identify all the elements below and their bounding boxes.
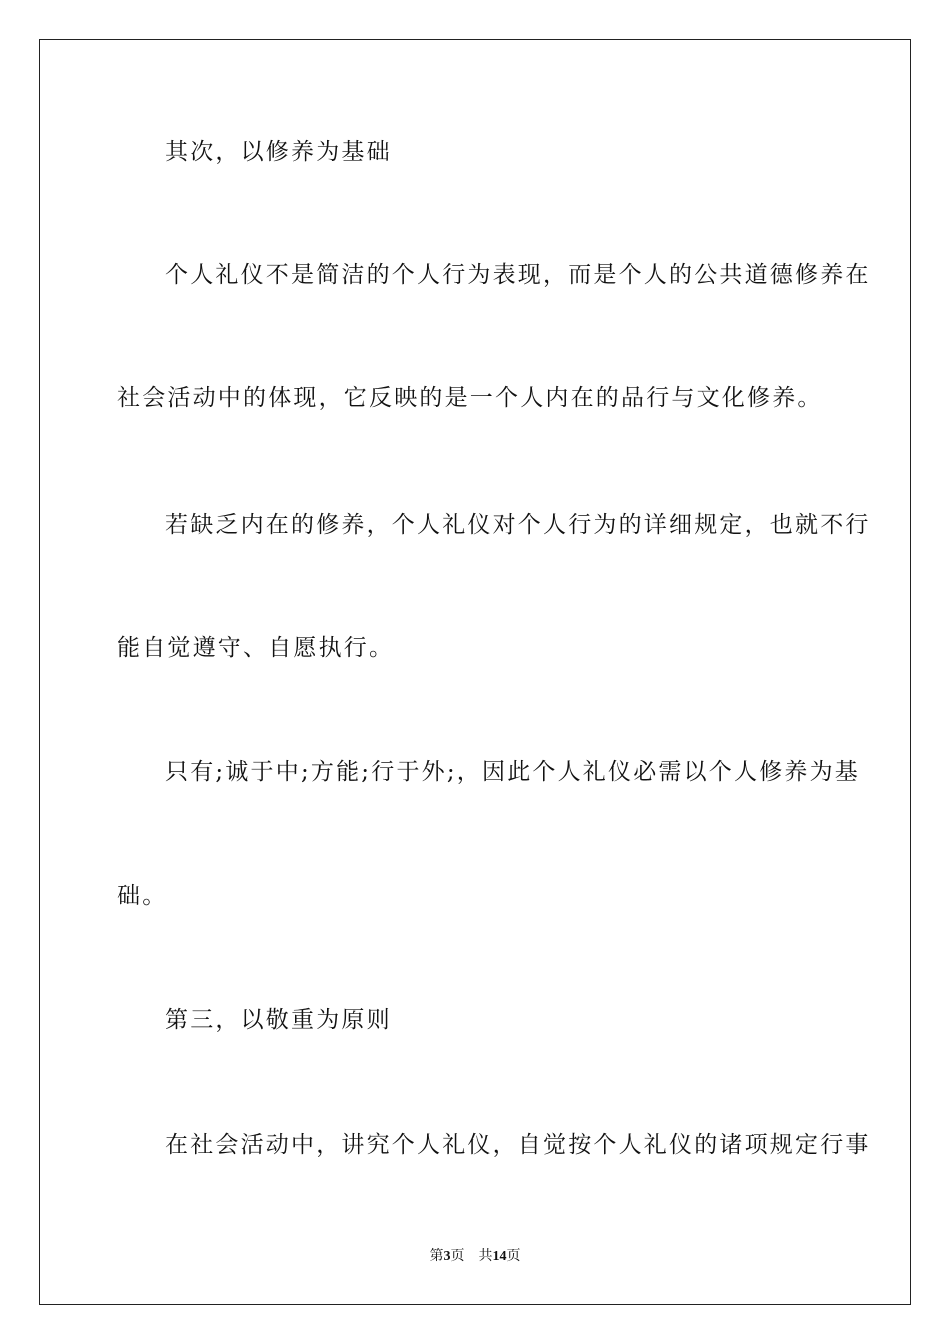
total-prefix: 共 (478, 1249, 493, 1264)
total-suffix: 页 (506, 1249, 521, 1264)
heading-line-1: 其次，以修养为基础 (165, 139, 392, 165)
page-frame (39, 39, 911, 1305)
paragraph-line-2: 社会活动中的体现，它反映的是一个人内在的品行与文化修养。 (117, 385, 823, 411)
heading-line-2: 第三，以敬重为原则 (165, 1007, 392, 1033)
paragraph-line-4: 能自觉遵守、自愿执行。 (117, 635, 395, 661)
paragraph-line-5: 只有;诚于中;方能;行于外;，因此个人礼仪必需以个人修养为基 (165, 759, 860, 785)
page-footer (0, 1248, 950, 1266)
page-number: 3 (443, 1249, 451, 1264)
page-suffix: 页 (450, 1249, 465, 1264)
total-pages: 14 (492, 1249, 507, 1264)
paragraph-line-7: 在社会活动中，讲究个人礼仪，自觉按个人礼仪的诸项规定行事 (165, 1132, 871, 1158)
page-prefix: 第 (429, 1249, 444, 1264)
paragraph-line-3: 若缺乏内在的修养，个人礼仪对个人行为的详细规定，也就不行 (165, 512, 871, 538)
paragraph-line-1: 个人礼仪不是简洁的个人行为表现，而是个人的公共道德修养在 (165, 262, 871, 288)
paragraph-line-6: 础。 (117, 883, 168, 909)
